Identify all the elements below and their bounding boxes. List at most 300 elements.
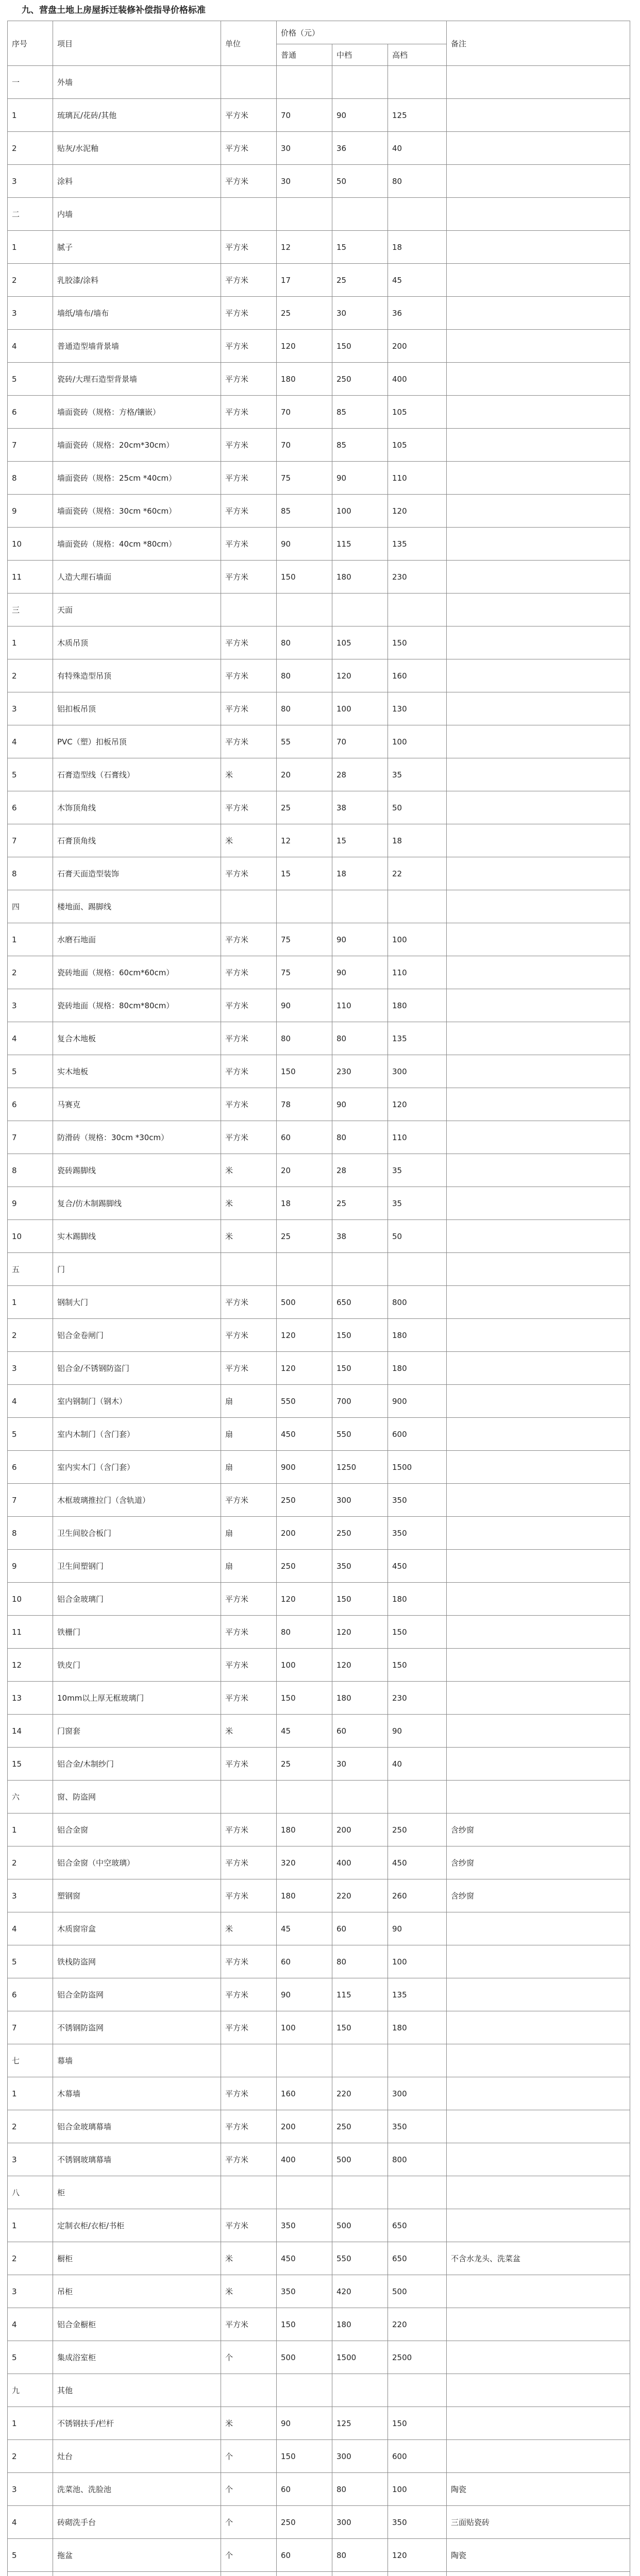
cell-unit: 平方米 [221,165,277,198]
cell-item: 卫生间塑钢门 [53,1550,221,1583]
cell-note [447,462,630,495]
cell-unit: 平方米 [221,561,277,594]
cell-no: 9 [8,495,53,528]
cell-mid: 250 [332,2110,388,2143]
cell-no: 5 [8,758,53,791]
cell-item: 不锈钢防盗网 [53,2011,221,2044]
cell-mid: 1250 [332,1451,388,1484]
cell-no: 2 [8,2242,53,2275]
cell-low: 12 [277,231,332,264]
table-row [8,1121,630,1154]
cell-item: 墙面瓷砖（规格：40cm *80cm） [53,528,221,561]
cell-item: 砖砌洗手台 [53,2506,221,2539]
section-empty-cell [277,594,332,626]
cell-high: 120 [388,1088,447,1121]
table-row [8,626,630,659]
cell-unit: 平方米 [221,297,277,330]
cell-high: 100 [388,2473,447,2506]
cell-low: 70 [277,429,332,462]
section-empty-cell [332,2176,388,2209]
cell-no: 4 [8,1022,53,1055]
header-price-group: 价格（元） [277,21,447,44]
cell-unit: 米 [221,2407,277,2440]
cell-low: 90 [277,528,332,561]
cell-unit: 平方米 [221,1484,277,1517]
cell-unit: 平方米 [221,396,277,429]
section-name: 幕墙 [53,2044,221,2077]
cell-high: 50 [388,1220,447,1253]
cell-high: 45 [388,264,447,297]
cell-note [447,2077,630,2110]
cell-unit: 平方米 [221,1616,277,1649]
cell-unit: 米 [221,1912,277,1945]
cell-low: 180 [277,1879,332,1912]
table-row [8,2143,630,2176]
cell-item: 不锈钢扶手/栏杆 [53,2407,221,2440]
section-name: 内墙 [53,198,221,231]
cell-high: 230 [388,561,447,594]
table-row [8,1154,630,1187]
table-row [8,2308,630,2341]
table-row [8,692,630,725]
cell-unit: 米 [221,2275,277,2308]
cell-low: 80 [277,626,332,659]
cell-note [447,561,630,594]
cell-low: 500 [277,2341,332,2374]
cell-no: 6 [8,1088,53,1121]
cell-note: 不含水龙头、洗菜盆 [447,2242,630,2275]
cell-item: 有特殊造型吊顶 [53,659,221,692]
cell-mid: 180 [332,1682,388,1715]
cell-item: 防滑砖（规格：30cm *30cm） [53,1121,221,1154]
cell-high: 650 [388,2209,447,2242]
cell-item: 吊柜 [53,2275,221,2308]
cell-high: 260 [388,1879,447,1912]
cell-no: 5 [8,2539,53,2572]
cell-no: 2 [8,1319,53,1352]
table-row [8,1385,630,1418]
cell-low: 75 [277,956,332,989]
cell-item: 普通造型墙背景墙 [53,330,221,363]
table-row [8,857,630,890]
cell-high: 22 [388,857,447,890]
cell-unit: 米 [221,1154,277,1187]
cell-unit: 平方米 [221,1879,277,1912]
section-name: 柜 [53,2176,221,2209]
section-row [8,2044,630,2077]
cell-item: 拖盆 [53,2539,221,2572]
cell-high: 90 [388,1715,447,1748]
cell-mid: 150 [332,2011,388,2044]
cell-no: 8 [8,1517,53,1550]
cell-high: 230 [388,1682,447,1715]
cell-note [447,1418,630,1451]
cell-low: 250 [277,2506,332,2539]
cell-unit: 个 [221,2539,277,2572]
cell-item: 室内实木门（含门套） [53,1451,221,1484]
cell-no: 3 [8,2473,53,2506]
cell-mid: 125 [332,2407,388,2440]
cell-mid: 100 [332,692,388,725]
cell-note [447,1912,630,1945]
cell-high: 600 [388,1418,447,1451]
cell-mid: 60 [332,1912,388,1945]
cell-item: 洗菜池、洗脸池 [53,2473,221,2506]
cell-item: 涂料 [53,165,221,198]
cell-note [447,165,630,198]
table-row [8,2572,630,2576]
cell-unit: 平方米 [221,2143,277,2176]
table-row [8,99,630,132]
section-empty-cell [221,66,277,99]
cell-note [447,1451,630,1484]
cell-no: 2 [8,264,53,297]
cell-unit: 平方米 [221,264,277,297]
cell-low: 150 [277,2440,332,2473]
cell-item: 铝合金窗 [53,1814,221,1846]
cell-note [447,2407,630,2440]
table-row [8,1451,630,1484]
cell-no: 1 [8,626,53,659]
cell-no: 7 [8,824,53,857]
cell-mid: 100 [332,495,388,528]
table-row [8,1846,630,1879]
cell-note [447,1022,630,1055]
table-row [8,989,630,1022]
section-empty-cell [388,594,447,626]
section-row [8,594,630,626]
cell-high: 2500 [388,2341,447,2374]
cell-low: 80 [277,659,332,692]
cell-item: 门窗套 [53,1715,221,1748]
cell-unit: 平方米 [221,725,277,758]
cell-mid: 650 [332,1286,388,1319]
cell-no: 4 [8,725,53,758]
cell-unit: 平方米 [221,2209,277,2242]
cell-unit: 平方米 [221,1286,277,1319]
cell-note [447,2110,630,2143]
cell-no: 14 [8,1715,53,1748]
cell-no: 2 [8,956,53,989]
table-row [8,2440,630,2473]
cell-item: 木质吊顶 [53,626,221,659]
cell-unit: 平方米 [221,462,277,495]
cell-mid: 90 [332,462,388,495]
table-row [8,2506,630,2539]
cell-high: 180 [388,2011,447,2044]
cell-mid: 90 [332,1088,388,1121]
cell-unit: 平方米 [221,1022,277,1055]
cell-note [447,2143,630,2176]
cell-note [447,1352,630,1385]
cell-item: 马赛克 [53,1088,221,1121]
cell-unit: 平方米 [221,1846,277,1879]
cell-low: 120 [277,1583,332,1616]
cell-no: 3 [8,297,53,330]
cell-item: 墙面瓷砖（规格：20cm*30cm） [53,429,221,462]
cell-note [447,857,630,890]
table-row [8,1748,630,1781]
cell-unit [221,2572,277,2576]
cell-low: 25 [277,297,332,330]
cell-note [447,1319,630,1352]
cell-low: 500 [277,1286,332,1319]
cell-no: 8 [8,857,53,890]
cell-low: 60 [277,1121,332,1154]
cell-note [447,1978,630,2011]
header-note: 备注 [447,21,630,66]
section-empty-cell [447,198,630,231]
cell-low: 120 [277,1319,332,1352]
cell-no: 15 [8,1748,53,1781]
cell-low: 90 [277,2407,332,2440]
cell-mid: 60 [332,1715,388,1748]
section-empty-cell [221,594,277,626]
cell-low: 17 [277,264,332,297]
cell-high: 180 [388,1583,447,1616]
document-title: 九、营盘土地上房屋拆迁装修补偿指导价格标准 [22,5,206,15]
cell-unit: 平方米 [221,2308,277,2341]
cell-item: 定制衣柜/衣柜/书柜 [53,2209,221,2242]
cell-low: 200 [277,2110,332,2143]
cell-high: 150 [388,2407,447,2440]
cell-note [447,1616,630,1649]
cell-low: 350 [277,2275,332,2308]
cell-low: 18 [277,1187,332,1220]
cell-no: 7 [8,1484,53,1517]
table-row [8,1055,630,1088]
cell-note [447,99,630,132]
cell-mid: 250 [332,363,388,396]
cell-item: 瓷砖地面（规格：60cm*60cm） [53,956,221,989]
table-row [8,1319,630,1352]
cell-no: 4 [8,1912,53,1945]
cell-mid: 28 [332,1154,388,1187]
cell-item: 铝合金防盗网 [53,1978,221,2011]
cell-no: 11 [8,1616,53,1649]
table-row [8,297,630,330]
table-row [8,429,630,462]
cell-mid: 28 [332,758,388,791]
cell-mid: 350 [332,1550,388,1583]
cell-high: 120 [388,495,447,528]
cell-item: 瓷砖/大理石造型背景墙 [53,363,221,396]
cell-item: 铁栅门 [53,1616,221,1649]
cell-no: 8 [8,462,53,495]
cell-item: 实木踢脚线 [53,1220,221,1253]
section-empty-cell [332,1253,388,1286]
cell-no: 2 [8,1846,53,1879]
cell-note [447,495,630,528]
cell-note [447,132,630,165]
table-row [8,725,630,758]
cell-mid: 90 [332,99,388,132]
cell-unit: 平方米 [221,2110,277,2143]
table-row [8,1550,630,1583]
cell-mid: 25 [332,264,388,297]
cell-note [447,1715,630,1748]
cell-mid: 18 [332,857,388,890]
table-row [8,1912,630,1945]
table-row [8,396,630,429]
cell-mid: 80 [332,2539,388,2572]
cell-unit: 平方米 [221,132,277,165]
cell-item: 瓷砖地面（规格：80cm*80cm） [53,989,221,1022]
cell-item: 铁栈防盗网 [53,1945,221,1978]
table-row [8,495,630,528]
cell-item: 铝合金窗（中空玻璃） [53,1846,221,1879]
cell-unit: 平方米 [221,1748,277,1781]
cell-note [447,297,630,330]
cell-item: 瓷砖踢脚线 [53,1154,221,1187]
cell-note [447,1583,630,1616]
section-name: 门 [53,1253,221,1286]
table-row [8,2077,630,2110]
cell-low: 70 [277,396,332,429]
cell-mid: 230 [332,1055,388,1088]
cell-no: 6 [8,791,53,824]
cell-no: 8 [8,1154,53,1187]
cell-mid: 50 [332,165,388,198]
table-row [8,1978,630,2011]
cell-high: 1500 [388,1451,447,1484]
cell-no: 1 [8,2209,53,2242]
cell-high: 180 [388,1352,447,1385]
cell-mid: 220 [332,2077,388,2110]
cell-mid: 115 [332,1978,388,2011]
cell-no: 10 [8,1583,53,1616]
cell-item: 复合木地板 [53,1022,221,1055]
cell-high: 135 [388,1022,447,1055]
cell-mid: 38 [332,791,388,824]
cell-low: 160 [277,2077,332,2110]
table-row [8,659,630,692]
header-unit: 单位 [221,21,277,66]
section-row [8,2374,630,2407]
cell-note [447,1682,630,1715]
header-no: 序号 [8,21,53,66]
cell-high: 90 [388,1912,447,1945]
cell-no: 7 [8,2011,53,2044]
cell-item: 木饰顶角线 [53,791,221,824]
cell-note [447,2341,630,2374]
section-name: 外墙 [53,66,221,99]
cell-note [447,1220,630,1253]
table-row [8,1517,630,1550]
cell-low: 60 [277,2473,332,2506]
cell-mid: 400 [332,1846,388,1879]
cell-note [447,264,630,297]
cell-high: 150 [388,1649,447,1682]
cell-unit: 平方米 [221,1352,277,1385]
cell-high: 650 [388,2242,447,2275]
cell-low: 15 [277,857,332,890]
table-row [8,1583,630,1616]
cell-note [447,791,630,824]
table-row [8,528,630,561]
cell-item: 室内钢制门（钢木） [53,1385,221,1418]
section-empty-cell [277,198,332,231]
cell-high: 135 [388,1978,447,2011]
cell-no: 1 [8,2407,53,2440]
cell-no: 10 [8,528,53,561]
cell-high: 40 [388,1748,447,1781]
section-no: 五 [8,1253,53,1286]
cell-unit: 米 [221,2242,277,2275]
cell-high: 220 [388,2308,447,2341]
cell-no: 2 [8,2110,53,2143]
cell-mid: 1500 [332,2341,388,2374]
cell-note: 含纱窗 [447,1879,630,1912]
section-row [8,198,630,231]
section-empty-cell [332,66,388,99]
cell-unit: 米 [221,824,277,857]
table-row [8,1649,630,1682]
cell-no: 4 [8,330,53,363]
header-mid: 中档 [332,44,388,66]
cell-item: 卫生间胶合板门 [53,1517,221,1550]
cell-note [447,1649,630,1682]
header-item: 项目 [53,21,221,66]
section-name: 其他 [53,2374,221,2407]
cell-item: 木幕墙 [53,2077,221,2110]
cell-unit: 平方米 [221,923,277,956]
cell-item: 石膏天面造型装饰 [53,857,221,890]
cell-no: 4 [8,2506,53,2539]
cell-low: 90 [277,989,332,1022]
cell-no: 9 [8,1550,53,1583]
cell-item: 腻子 [53,231,221,264]
cell-high: 50 [388,791,447,824]
cell-no: 1 [8,1286,53,1319]
section-name: 楼地面、踢脚线 [53,890,221,923]
cell-item: 铝合金橱柜 [53,2308,221,2341]
table-row [8,1945,630,1978]
section-empty-cell [277,2374,332,2407]
cell-mid: 180 [332,561,388,594]
cell-note [447,1088,630,1121]
cell-unit: 平方米 [221,956,277,989]
table-row [8,791,630,824]
cell-low: 120 [277,1352,332,1385]
cell-mid: 85 [332,429,388,462]
cell-mid: 420 [332,2275,388,2308]
cell-low: 25 [277,1220,332,1253]
cell-note: 含纱窗 [447,1814,630,1846]
cell-note [447,626,630,659]
cell-note [447,1550,630,1583]
cell-note [447,1748,630,1781]
cell-low: 250 [277,1484,332,1517]
cell-low: 25 [277,1748,332,1781]
section-empty-cell [221,1253,277,1286]
cell-note [447,2440,630,2473]
cell-high [388,2572,447,2576]
cell-low: 150 [277,1682,332,1715]
cell-low: 25 [277,791,332,824]
cell-high: 250 [388,1814,447,1846]
cell-low: 30 [277,165,332,198]
section-empty-cell [332,1781,388,1814]
cell-item: 集成浴室柜 [53,2341,221,2374]
cell-item: 木质窗帘盒 [53,1912,221,1945]
cell-high: 40 [388,132,447,165]
table-row [8,363,630,396]
cell-mid: 15 [332,231,388,264]
section-empty-cell [447,2374,630,2407]
cell-unit: 扇 [221,1517,277,1550]
table-row [8,2011,630,2044]
